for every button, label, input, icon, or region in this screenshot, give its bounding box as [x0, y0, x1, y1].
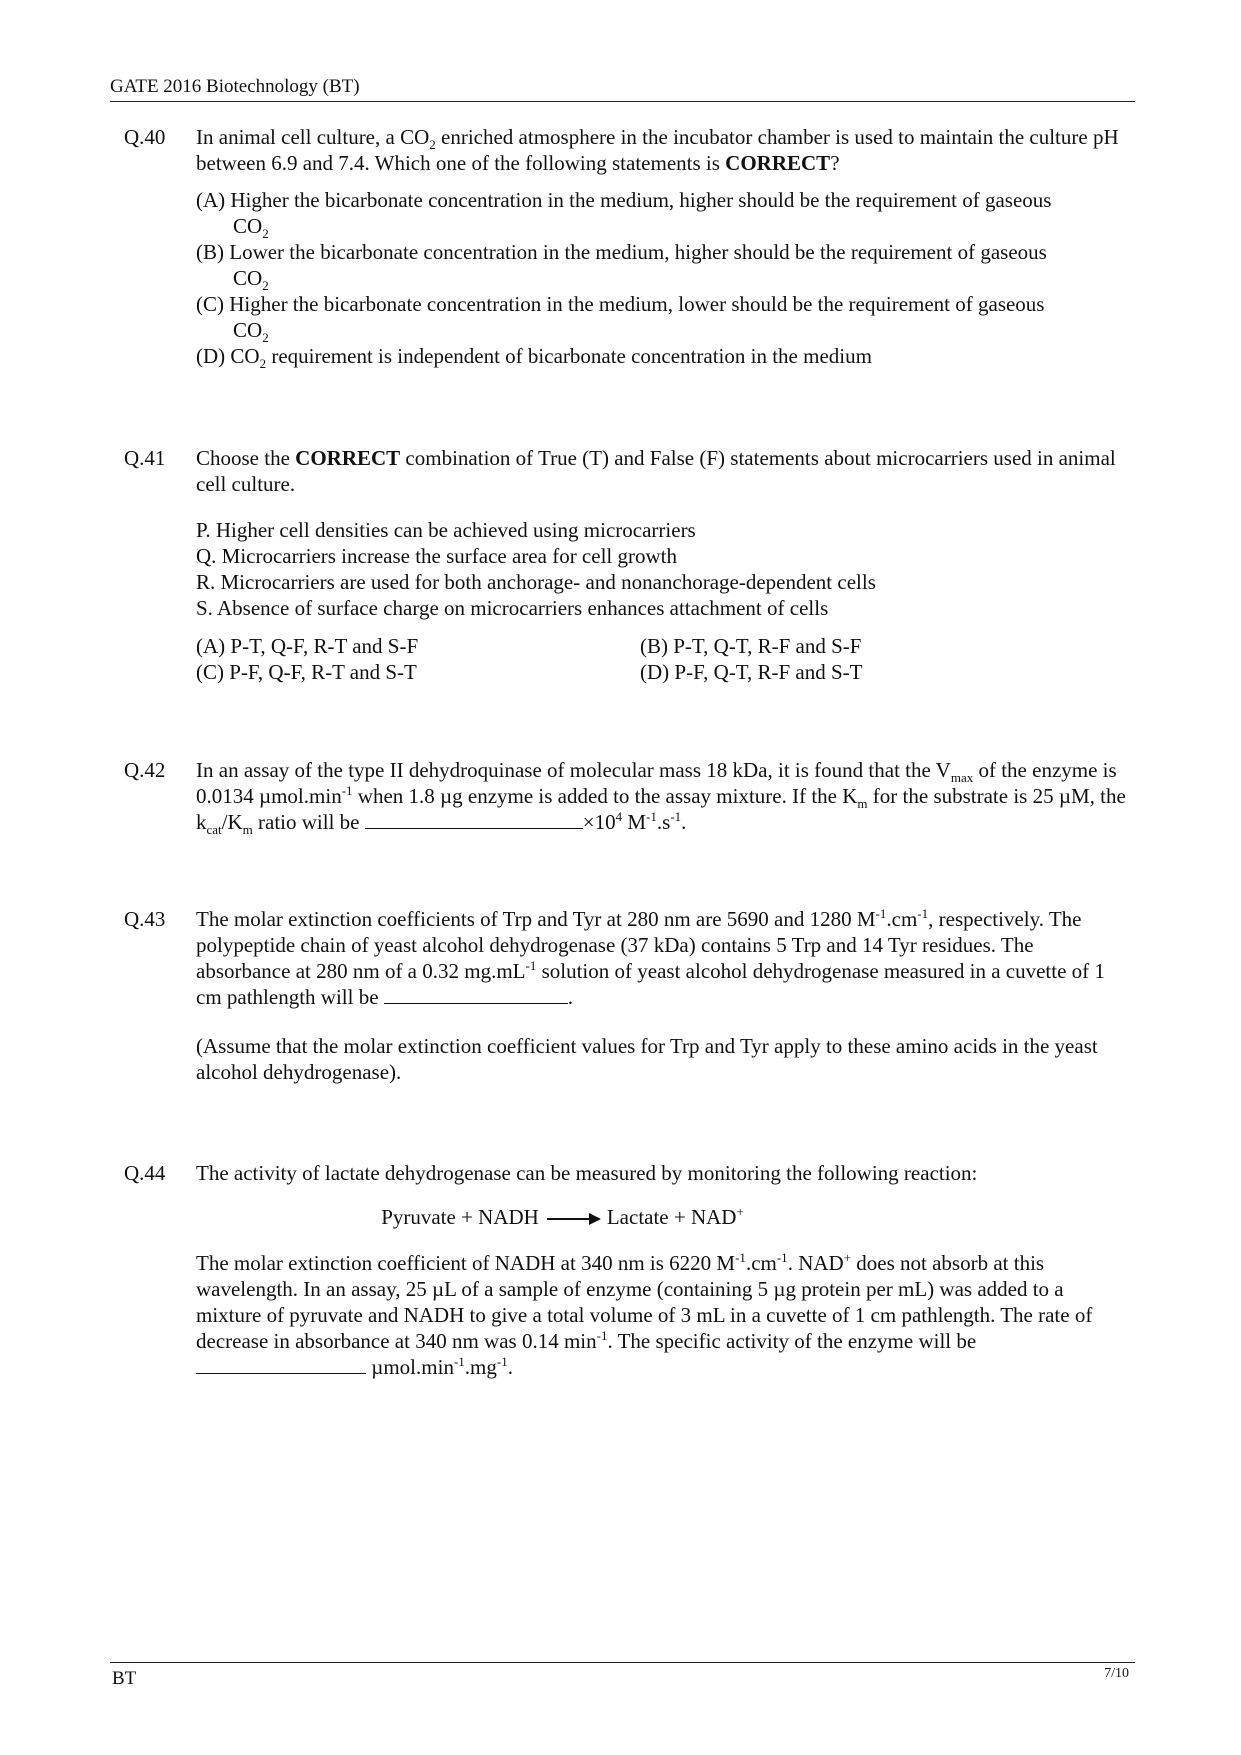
bold-text: CORRECT — [725, 151, 831, 175]
stem-text: , respectively. The polypeptide chain of yeast alcohol dehydrogenase (37 kDa) contains 5 Trp and 14 Tyr residues. The absorbance at 280 nm of a 0.32 mg.mL — [196, 907, 1082, 983]
question-body — [196, 757, 1129, 838]
superscript: -1 — [496, 1354, 508, 1369]
header-rule — [110, 101, 1135, 102]
option-b — [196, 239, 1129, 294]
stem-text: . — [681, 810, 687, 834]
subscript: 2 — [259, 356, 267, 372]
reaction-arrow-icon — [547, 1218, 599, 1220]
stem-text: ratio will be — [252, 810, 365, 834]
question-stem — [196, 906, 1129, 1010]
stem-text: /K — [221, 810, 243, 834]
superscript: -1 — [341, 783, 353, 798]
stem-text: Choose the — [196, 446, 296, 470]
option-d: (D) P-F, Q-T, R-F and S-T — [640, 660, 863, 684]
products: Lactate + NAD — [606, 1205, 737, 1229]
statement-r: R. Microcarriers are used for both anchorage- and nonanchorage-dependent cells — [196, 570, 876, 594]
statement-list — [196, 517, 1129, 621]
stem-text: .cm — [745, 1251, 777, 1275]
statement-p: P. Higher cell densities can be achieved using microcarriers — [196, 518, 696, 542]
stem-text: . The specific activity of the enzyme will be — [607, 1329, 977, 1353]
stem-text: .cm — [886, 907, 918, 931]
superscript: -1 — [453, 1354, 465, 1369]
stem-text: In animal cell culture, a CO — [196, 125, 430, 149]
option-a — [196, 187, 1129, 242]
stem-text: of the enzyme is 0.0134 µmol.min — [196, 758, 1117, 808]
question-number: Q.42 — [124, 758, 166, 782]
reactants: Pyruvate + NADH — [381, 1205, 539, 1229]
question-number: Q.40 — [124, 125, 166, 149]
question-41 — [124, 445, 1129, 685]
stem-text: The molar extinction coefficients of Trp and Tyr at 280 nm are 5690 and 1280 M — [196, 907, 876, 931]
superscript: -1 — [596, 1328, 608, 1343]
stem-text: ×10 — [582, 810, 616, 834]
stem-text: µmol.min — [366, 1355, 454, 1379]
stem-text: when 1.8 µg enzyme is added to the assay mixture. If the K — [352, 784, 858, 808]
option-b: (B) P-T, Q-T, R-F and S-F — [640, 634, 862, 658]
stem-text: . NAD — [787, 1251, 844, 1275]
question-body — [196, 1160, 1129, 1380]
question-stem — [196, 445, 1129, 497]
stem-text: The molar extinction coefficient of NADH at 340 nm is 6220 M — [196, 1251, 736, 1275]
option-d — [196, 343, 1129, 372]
subscript: 2 — [429, 137, 436, 153]
subscript: 2 — [262, 330, 269, 346]
question-42 — [124, 757, 1129, 838]
superscript: -1 — [525, 958, 537, 973]
stem-text: .s — [656, 810, 671, 834]
superscript: + — [736, 1204, 744, 1219]
bold-text: CORRECT — [295, 446, 401, 470]
question-number: Q.41 — [124, 446, 166, 470]
answer-blank[interactable] — [384, 985, 568, 1004]
subscript: 2 — [262, 226, 269, 242]
statement-s: S. Absence of surface charge on microcarriers enhances attachment of cells — [196, 596, 829, 620]
question-body — [196, 445, 1129, 685]
superscript: 4 — [615, 809, 623, 824]
stem-text: . — [567, 985, 574, 1009]
option-c: (C) P-F, Q-F, R-T and S-T — [196, 660, 417, 684]
stem-text: . — [507, 1355, 513, 1379]
question-43 — [124, 906, 1129, 1085]
statement-q: Q. Microcarriers increase the surface area for cell growth — [196, 544, 677, 568]
superscript: -1 — [670, 809, 682, 824]
stem-text: In an assay of the type II dehydroquinase of molecular mass 18 kDa, it is found that the V — [196, 758, 951, 782]
footer-subject: BT — [112, 1668, 137, 1689]
options-row — [196, 659, 1129, 685]
question-stem — [196, 757, 1129, 838]
options — [196, 187, 1129, 372]
stem-text: ? — [830, 151, 840, 175]
stem-text: M — [622, 810, 647, 834]
stem-text: for the substrate is 25 µM, the k — [196, 784, 1126, 834]
option-text: (A) Higher the bicarbonate concentration in the medium, higher should be the requirement of gaseous CO — [196, 188, 1052, 238]
superscript: -1 — [646, 809, 657, 824]
question-40 — [124, 124, 1129, 372]
question-note: (Assume that the molar extinction coefficient values for Trp and Tyr apply to these amino acids in the yeast alcohol dehydrogenase). — [196, 1034, 1098, 1084]
options-row — [196, 633, 1129, 659]
header-title: GATE 2016 Biotechnology (BT) — [110, 76, 360, 97]
stem-text: enriched atmosphere in the incubator chamber is used to maintain the culture pH between 6.9 and 7.4. Which one of the following statements is — [196, 125, 1119, 175]
option-a: (A) P-T, Q-F, R-T and S-F — [196, 634, 419, 658]
stem-text: does not absorb at this wavelength. In an assay, 25 µL of a sample of enzyme (containing 5 µg protein per mL) was added to a mixture of pyruvate and NADH to give a total volume of 3 mL in a cuvette of 1 cm pathlength. The rate of decrease in absorbance at 340 nm was 0.14 min — [196, 1251, 1093, 1353]
question-body — [196, 906, 1129, 1085]
question-number: Q.43 — [124, 907, 166, 931]
page-number: 7/10 — [1104, 1666, 1129, 1681]
superscript: -1 — [776, 1250, 788, 1265]
reaction-equation — [0, 1204, 1129, 1230]
question-44 — [124, 1160, 1129, 1380]
page-header — [110, 76, 1135, 98]
subscript: max — [950, 770, 974, 786]
question-details — [196, 1250, 1129, 1380]
answer-blank[interactable] — [365, 810, 583, 829]
answer-blank[interactable] — [196, 1355, 366, 1374]
superscript: + — [843, 1250, 852, 1265]
superscript: -1 — [875, 906, 887, 921]
stem-text: combination of True (T) and False (F) statements about microcarriers used in animal cell culture. — [196, 446, 1116, 496]
option-text: requirement is independent of bicarbonate concentration in the medium — [266, 344, 872, 368]
options — [196, 633, 1129, 685]
stem-text: .mg — [464, 1355, 497, 1379]
option-text: (D) CO — [196, 344, 260, 368]
option-text: (B) Lower the bicarbonate concentration in the medium, higher should be the requirement of gaseous CO — [196, 240, 1047, 290]
option-c — [196, 291, 1129, 346]
question-number: Q.44 — [124, 1161, 166, 1185]
subscript: 2 — [262, 278, 269, 294]
subscript: m — [857, 796, 868, 812]
footer-rule — [110, 1662, 1135, 1663]
superscript: -1 — [917, 906, 929, 921]
subscript: m — [242, 822, 253, 838]
question-body — [196, 124, 1129, 372]
question-stem — [196, 124, 1129, 176]
superscript: -1 — [735, 1250, 746, 1265]
stem-text: solution of yeast alcohol dehydrogenase measured in a cuvette of 1 cm pathlength will be — [196, 959, 1105, 1009]
question-stem: The activity of lactate dehydrogenase can be measured by monitoring the following reaction: — [196, 1161, 978, 1185]
option-text: (C) Higher the bicarbonate concentration in the medium, lower should be the requirement of gaseous CO — [196, 292, 1045, 342]
subscript: cat — [206, 822, 222, 838]
